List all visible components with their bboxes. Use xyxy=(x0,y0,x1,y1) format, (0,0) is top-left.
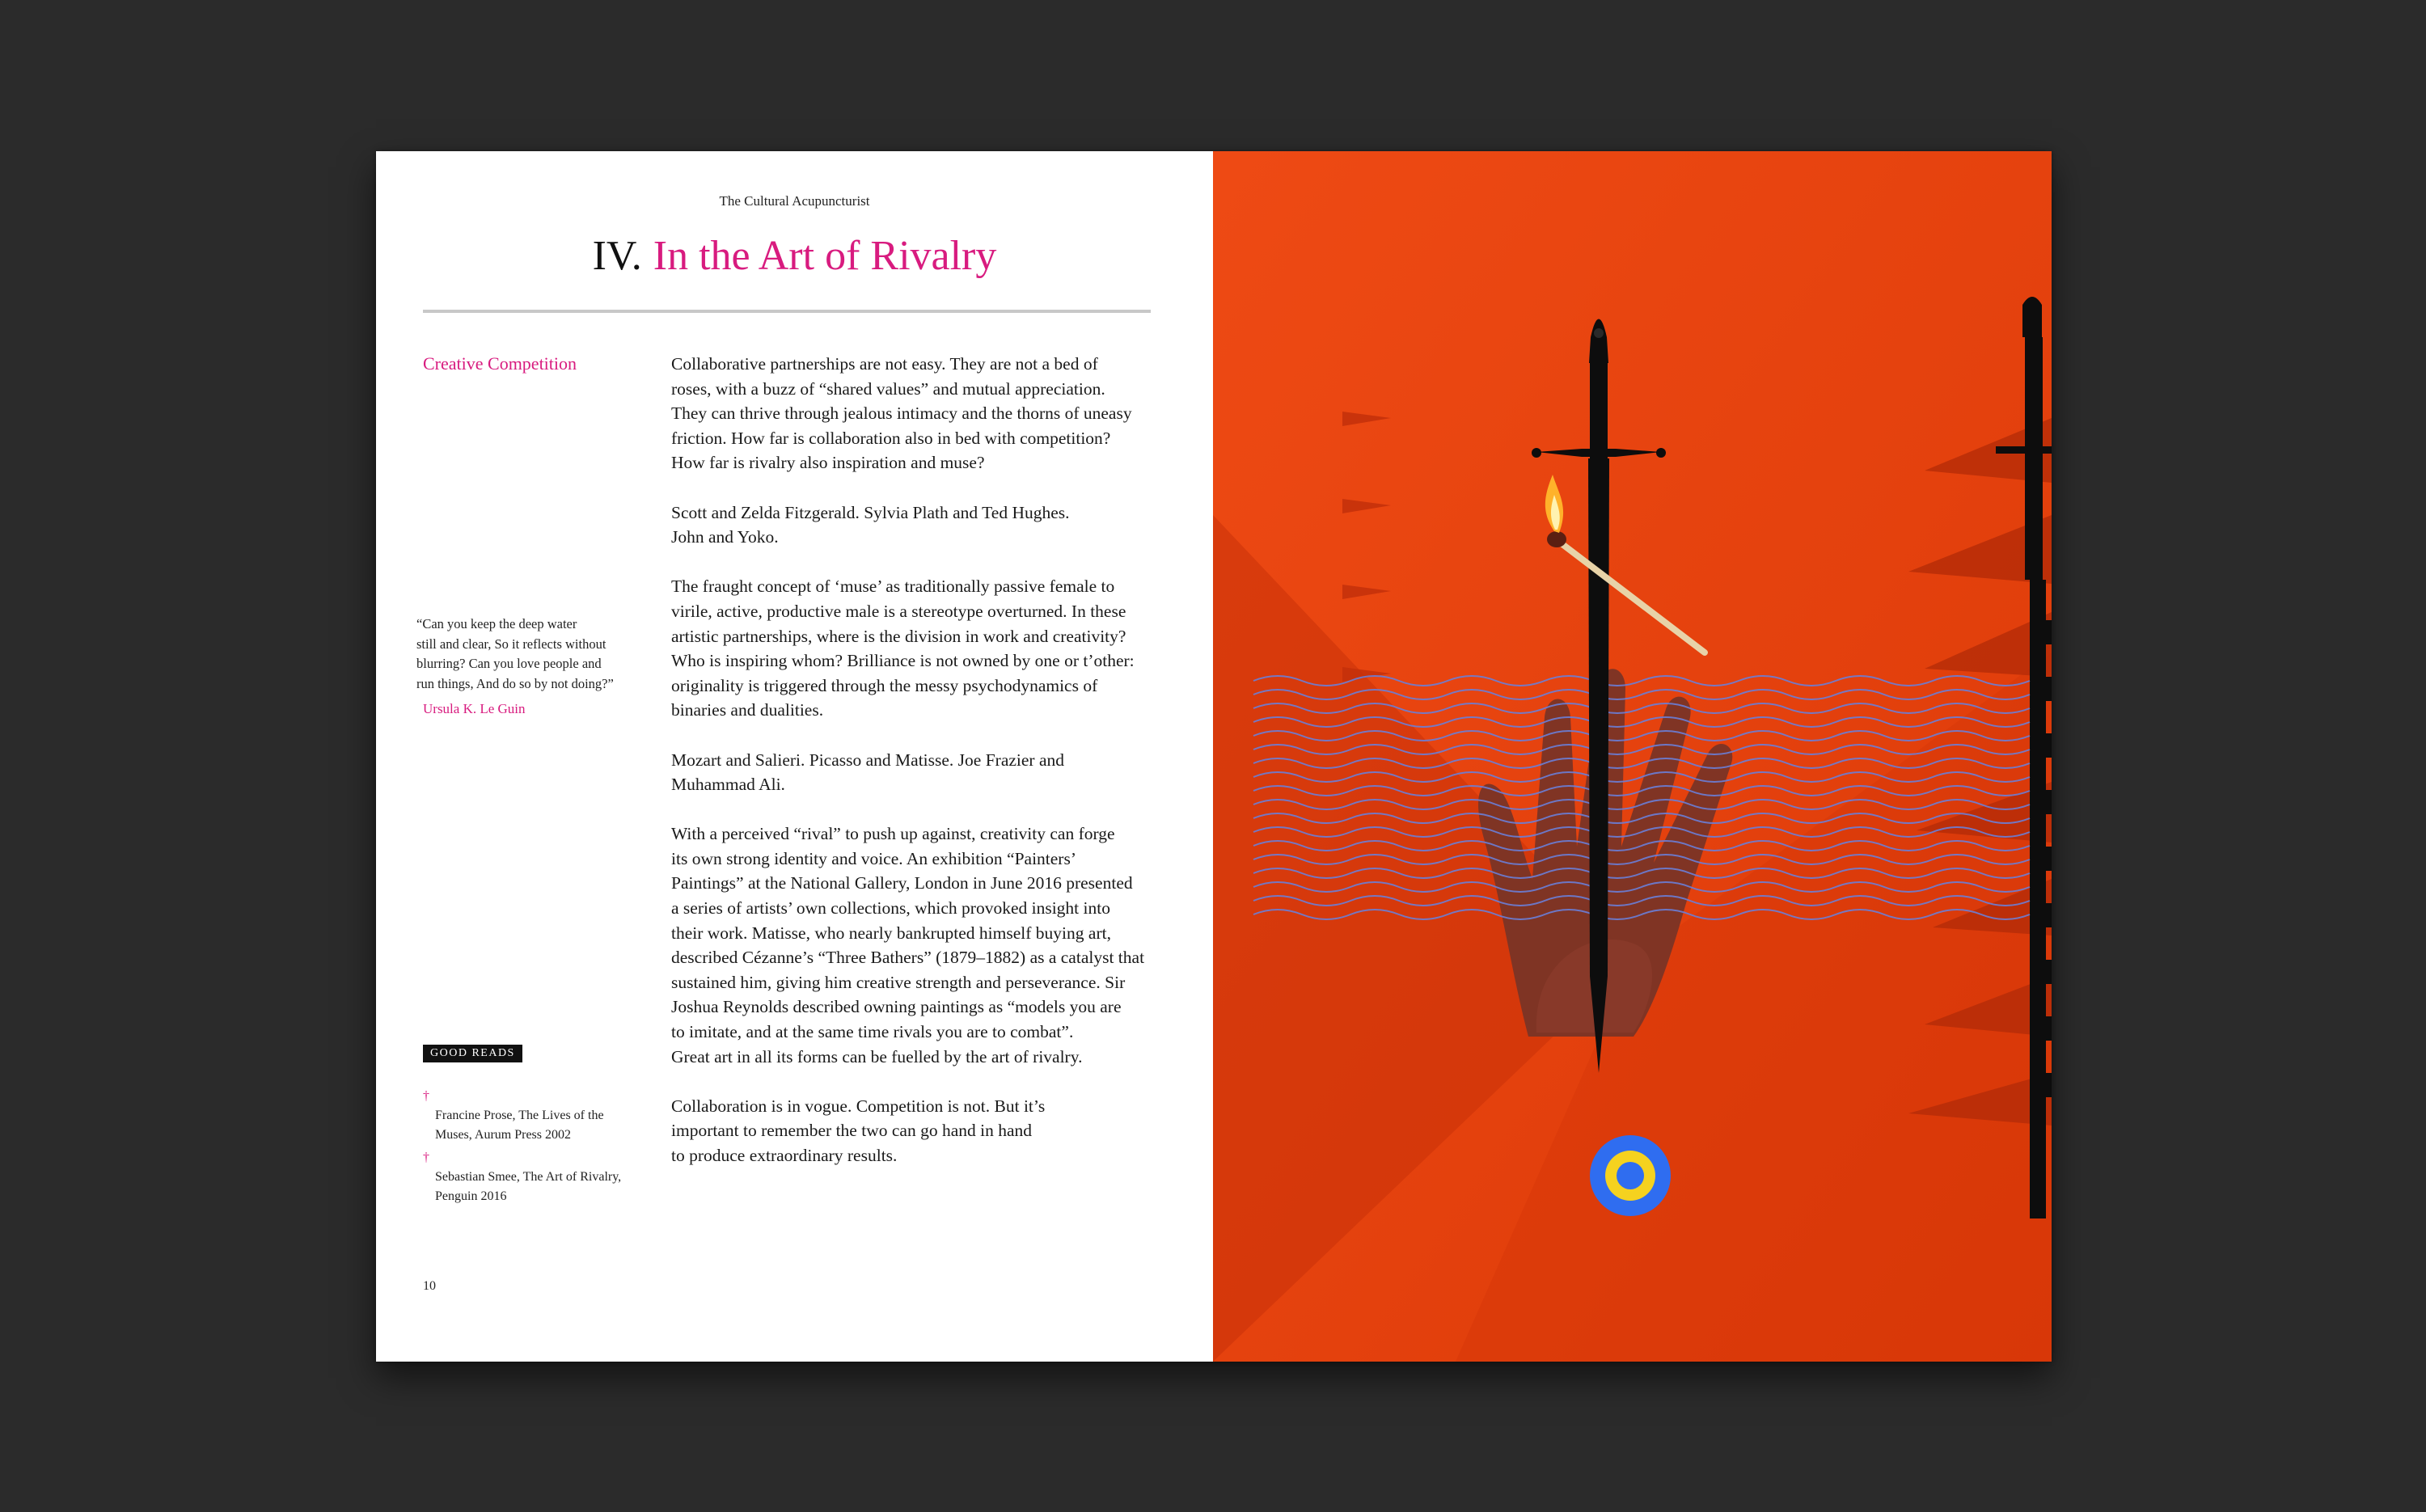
title-rule xyxy=(423,310,1151,313)
paragraph: Mozart and Salieri. Picasso and Matisse. Joe Frazier and Muhammad Ali. xyxy=(671,750,1065,795)
paragraph: Scott and Zelda Fitzgerald. Sylvia Plath and Ted Hughes. John and Yoko. xyxy=(671,502,1070,547)
chapter-name: In the Art of Rivalry xyxy=(653,233,997,279)
list-item xyxy=(423,1087,666,1145)
good-reads-label: GOOD READS xyxy=(423,1045,522,1062)
dagger-icon: † xyxy=(423,1151,429,1164)
reading-entry: Sebastian Smee, The Art of Rivalry, Penguin 2016 xyxy=(435,1170,622,1203)
illustration xyxy=(1213,151,2052,1362)
target-icon xyxy=(1590,1135,1671,1216)
good-reads-list xyxy=(423,1087,666,1210)
dagger-icon: † xyxy=(423,1089,429,1103)
quote-attribution: Ursula K. Le Guin xyxy=(423,701,526,716)
reading-entry: Francine Prose, The Lives of the Muses, Aurum Press 2002 xyxy=(435,1109,604,1142)
left-page xyxy=(376,151,1213,1362)
running-head: The Cultural Acupuncturist xyxy=(719,193,870,209)
list-item xyxy=(423,1148,666,1206)
pull-quote: “Can you keep the deep water still and clear, So it reflects without blurring? Can you love people and run things, And do so by not doing?” xyxy=(416,616,614,691)
right-page-illustration xyxy=(1213,151,2052,1362)
chapter-number: IV. xyxy=(592,233,642,279)
paragraph: The fraught concept of ‘muse’ as traditionally passive female to virile, active, productive male is a stereotype overturned. In these artistic partnerships, where is the division in work and creativity? Who is inspiring whom? Brilliance is not owned by one or t’other: originality is triggered through the messy psychodynamics of binaries and dualities. xyxy=(671,577,1135,720)
book-spread xyxy=(376,151,2052,1362)
body-text xyxy=(671,352,1156,1193)
side-heading: Creative Competition xyxy=(423,353,577,374)
chapter-title xyxy=(376,232,1213,280)
paragraph: With a perceived “rival” to push up against, creativity can forge its own strong identity and voice. An exhibition “Painters’ Paintings” at the National Gallery, London in June 2016 presented a series of artists’ own collections, which provoked insight into their work. Matisse, who nearly bankrupted himself buying art, described Cézanne’s “Three Bathers” (1879–1882) as a catalyst that sustained him, giving him creative strength and perseverance. Sir Joshua Reynolds described owning paintings as “models you are to imitate, and at the same time rivals you are to combat”. Great art in all its forms can be fuelled by the art of rivalry. xyxy=(671,824,1145,1066)
paragraph: Collaborative partnerships are not easy. They are not a bed of roses, with a buzz of “shared values” and mutual appreciation. They can thrive through jealous intimacy and the thorns of uneasy friction. How far is collaboration also in bed with competition? How far is rivalry also inspiration and muse? xyxy=(671,354,1132,473)
page-number: 10 xyxy=(423,1279,436,1293)
paragraph: Collaboration is in vogue. Competition is not. But it’s important to remember the two can go hand in hand to produce extraordinary results. xyxy=(671,1096,1046,1165)
